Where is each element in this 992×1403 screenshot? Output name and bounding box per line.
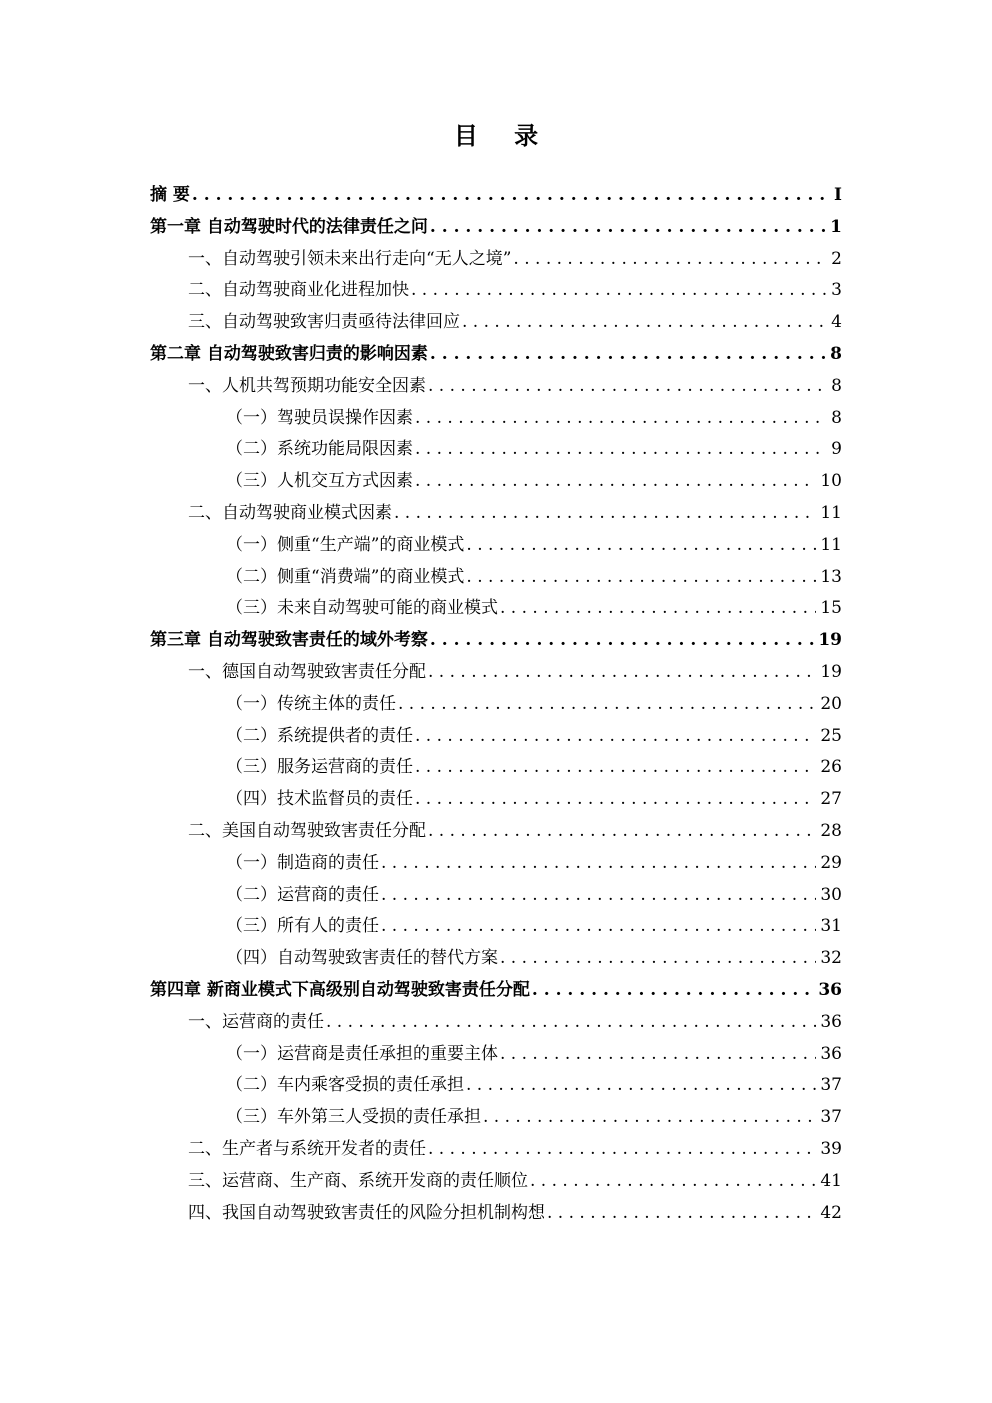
toc-dot-leader xyxy=(381,848,816,880)
toc-dot-leader xyxy=(398,689,816,721)
toc-entry-label: （三）人机交互方式因素 xyxy=(226,471,413,492)
toc-page-number: I xyxy=(834,185,842,205)
toc-dot-leader xyxy=(415,784,816,816)
toc-dot-leader xyxy=(466,1070,816,1102)
toc-section-entry[interactable] xyxy=(150,657,842,689)
toc-entry-label: 一、德国自动驾驶致害责任分配 xyxy=(188,661,426,682)
toc-dot-leader xyxy=(466,562,816,594)
toc-section-entry[interactable] xyxy=(150,1198,842,1230)
toc-entry-label: （三）所有人的责任 xyxy=(226,916,379,937)
toc-entry-label: 摘 要 xyxy=(150,185,190,205)
toc-subsection-entry[interactable] xyxy=(150,562,842,594)
toc-entry-label: （三）服务运营商的责任 xyxy=(226,757,413,778)
toc-page-number: 36 xyxy=(820,1011,842,1032)
toc-subsection-entry[interactable] xyxy=(150,943,842,975)
toc-subsection-entry[interactable] xyxy=(150,466,842,498)
toc-subsection-entry[interactable] xyxy=(150,911,842,943)
toc-entry-label: 第二章 自动驾驶致害归责的影响因素 xyxy=(150,343,428,364)
toc-dot-leader xyxy=(430,212,826,244)
toc-entry-label: （四）技术监督员的责任 xyxy=(226,789,413,810)
toc-dot-leader xyxy=(428,657,816,689)
toc-entry-label: （三）车外第三人受损的责任承担 xyxy=(226,1107,481,1128)
toc-dot-leader xyxy=(428,371,827,403)
toc-entry-label: （一）传统主体的责任 xyxy=(226,693,396,714)
toc-entry-label: 三、运营商、生产商、系统开发商的责任顺位 xyxy=(188,1170,528,1191)
toc-page-number: 13 xyxy=(820,566,842,587)
toc-page-number: 9 xyxy=(831,439,842,460)
toc-chapter-entry[interactable] xyxy=(150,625,842,657)
toc-entry-label: 三、自动驾驶致害归责亟待法律回应 xyxy=(188,312,460,333)
toc-page-number: 8 xyxy=(831,375,842,396)
toc-entry-label: （一）驾驶员误操作因素 xyxy=(226,407,413,428)
toc-page-number: 1 xyxy=(830,216,842,237)
toc-subsection-entry[interactable] xyxy=(150,784,842,816)
toc-dot-leader xyxy=(500,593,816,625)
toc-entry-label: （二）系统提供者的责任 xyxy=(226,725,413,746)
toc-dot-leader xyxy=(532,975,814,1007)
toc-page-number: 36 xyxy=(818,979,842,1000)
toc-subsection-entry[interactable] xyxy=(150,752,842,784)
toc-page-number: 19 xyxy=(820,661,842,682)
toc-section-entry[interactable] xyxy=(150,275,842,307)
toc-chapter-entry[interactable] xyxy=(150,212,842,244)
toc-subsection-entry[interactable] xyxy=(150,1070,842,1102)
toc-dot-leader xyxy=(483,1102,816,1134)
toc-dot-leader xyxy=(381,880,816,912)
toc-entry-label: 一、自动驾驶引领未来出行走向“无人之境” xyxy=(188,248,512,269)
toc-page-number: 39 xyxy=(820,1138,842,1159)
toc-subsection-entry[interactable] xyxy=(150,593,842,625)
toc-entry-label: 二、美国自动驾驶致害责任分配 xyxy=(188,820,426,841)
toc-subsection-entry[interactable] xyxy=(150,880,842,912)
toc-page-number: 31 xyxy=(820,916,842,937)
toc-chapter-entry[interactable] xyxy=(150,975,842,1007)
toc-subsection-entry[interactable] xyxy=(150,721,842,753)
page-title: 目 录 xyxy=(453,121,553,150)
toc-page-number: 25 xyxy=(820,725,842,746)
toc-dot-leader xyxy=(415,434,827,466)
toc-dot-leader xyxy=(462,307,827,339)
toc-page-number: 37 xyxy=(820,1107,842,1128)
toc-page-number: 42 xyxy=(820,1202,842,1223)
toc-dot-leader xyxy=(415,466,816,498)
toc-page-number: 2 xyxy=(831,248,842,269)
toc-page-number: 26 xyxy=(820,757,842,778)
toc-entry-label: （一）侧重“生产端”的商业模式 xyxy=(226,534,465,555)
toc-dot-leader xyxy=(428,816,816,848)
toc-dot-leader xyxy=(381,911,816,943)
toc-page-number: 27 xyxy=(820,789,842,810)
toc-dot-leader xyxy=(411,275,827,307)
toc-entry-label: 第三章 自动驾驶致害责任的域外考察 xyxy=(150,630,428,651)
toc-page-number: 10 xyxy=(820,471,842,492)
toc-subsection-entry[interactable] xyxy=(150,689,842,721)
toc-page-number: 11 xyxy=(820,534,842,555)
toc-dot-leader xyxy=(326,1007,816,1039)
toc-page-number: 8 xyxy=(831,407,842,428)
toc-page-number: 4 xyxy=(831,312,842,333)
toc-dot-leader xyxy=(415,752,816,784)
toc-chapter-entry[interactable] xyxy=(150,180,842,212)
toc-subsection-entry[interactable] xyxy=(150,848,842,880)
toc-page-number: 11 xyxy=(820,502,842,523)
toc-dot-leader xyxy=(500,1039,816,1071)
toc-dot-leader xyxy=(428,1134,816,1166)
toc-dot-leader xyxy=(430,625,814,657)
toc-subsection-entry[interactable] xyxy=(150,403,842,435)
toc-section-entry[interactable] xyxy=(150,1007,842,1039)
toc-page-number: 29 xyxy=(820,852,842,873)
toc-section-entry[interactable] xyxy=(150,816,842,848)
toc-dot-leader xyxy=(500,943,816,975)
toc-section-entry[interactable] xyxy=(150,1166,842,1198)
toc-dot-leader xyxy=(466,530,816,562)
toc-entry-label: 一、人机共驾预期功能安全因素 xyxy=(188,375,426,396)
toc-section-entry[interactable] xyxy=(150,1134,842,1166)
toc-entry-label: 一、运营商的责任 xyxy=(188,1011,324,1032)
toc-dot-leader xyxy=(192,180,830,212)
toc-section-entry[interactable] xyxy=(150,498,842,530)
toc-page-number: 8 xyxy=(830,343,842,364)
toc-dot-leader xyxy=(513,244,827,276)
toc-entry-label: 四、我国自动驾驶致害责任的风险分担机制构想 xyxy=(188,1202,545,1223)
toc-entry-label: （一）运营商是责任承担的重要主体 xyxy=(226,1043,498,1064)
toc-dot-leader xyxy=(415,403,827,435)
toc-dot-leader xyxy=(430,339,826,371)
toc-chapter-entry[interactable] xyxy=(150,339,842,371)
toc-entry-label: 二、生产者与系统开发者的责任 xyxy=(188,1138,426,1159)
toc-entry-label: （四）自动驾驶致害责任的替代方案 xyxy=(226,948,498,969)
toc-page-number: 19 xyxy=(818,630,842,651)
toc-page-number: 3 xyxy=(831,280,842,301)
toc-entry-label: 二、自动驾驶商业化进程加快 xyxy=(188,280,409,301)
toc-subsection-entry[interactable] xyxy=(150,530,842,562)
toc-entry-label: （二）系统功能局限因素 xyxy=(226,439,413,460)
toc-page-number: 30 xyxy=(820,884,842,905)
toc-entry-label: 第四章 新商业模式下高级别自动驾驶致害责任分配 xyxy=(150,979,530,1000)
toc-subsection-entry[interactable] xyxy=(150,1102,842,1134)
toc-page-number: 37 xyxy=(820,1075,842,1096)
toc-section-entry[interactable] xyxy=(150,244,842,276)
table-of-contents xyxy=(150,180,842,1229)
toc-entry-label: 第一章 自动驾驶时代的法律责任之问 xyxy=(150,216,428,237)
toc-dot-leader xyxy=(394,498,816,530)
toc-page-number: 36 xyxy=(820,1043,842,1064)
toc-entry-label: （二）侧重“消费端”的商业模式 xyxy=(226,566,465,587)
toc-page-number: 28 xyxy=(820,820,842,841)
toc-dot-leader xyxy=(415,721,816,753)
toc-entry-label: （三）未来自动驾驶可能的商业模式 xyxy=(226,598,498,619)
toc-dot-leader xyxy=(547,1198,816,1230)
toc-entry-label: 二、自动驾驶商业模式因素 xyxy=(188,502,392,523)
toc-page-number: 20 xyxy=(820,693,842,714)
toc-dot-leader xyxy=(530,1166,816,1198)
toc-entry-label: （二）运营商的责任 xyxy=(226,884,379,905)
toc-entry-label: （二）车内乘客受损的责任承担 xyxy=(226,1075,464,1096)
toc-page-number: 41 xyxy=(820,1170,842,1191)
toc-section-entry[interactable] xyxy=(150,371,842,403)
toc-entry-label: （一）制造商的责任 xyxy=(226,852,379,873)
toc-subsection-entry[interactable] xyxy=(150,434,842,466)
toc-section-entry[interactable] xyxy=(150,307,842,339)
toc-page-number: 15 xyxy=(820,598,842,619)
toc-page-number: 32 xyxy=(820,948,842,969)
toc-subsection-entry[interactable] xyxy=(150,1039,842,1071)
